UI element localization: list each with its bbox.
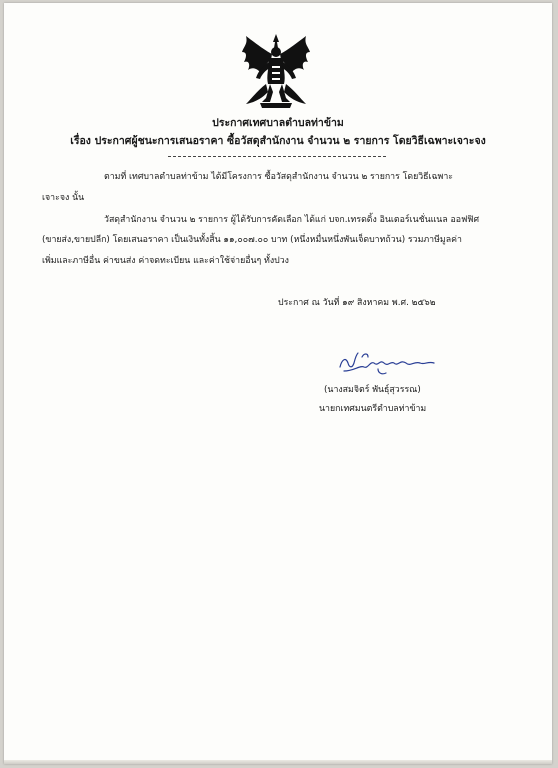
paragraph1-line1: ตามที่ เทศบาลตำบลท่าข้าม ได้มีโครงการ ซื้อวัสดุสำนักงาน จำนวน ๒ รายการ โดยวิธีเฉพาะ [104, 172, 454, 182]
document-title: ประกาศเทศบาลตำบลท่าข้าม [212, 117, 344, 129]
paragraph2-line1: วัสดุสำนักงาน จำนวน ๒ รายการ ผู้ได้รับการคัดเลือก ได้แก่ บจก.เทรดดิ้ง อินเตอร์เนชั่นแนล ออฟฟิศ [104, 215, 480, 225]
document-page [4, 3, 552, 764]
divider-line [168, 156, 386, 157]
signatory-position: นายกเทศมนตรีตำบลท่าข้าม [319, 404, 427, 414]
paragraph2-line2: (ขายส่ง,ขายปลีก) โดยเสนอราคา เป็นเงินทั้งสิ้น ๑๑,๐๐๗.๐๐ บาท (หนึ่งหมื่นหนึ่งพันเจ็ดบาทถ้วน) รวมภาษีมูลค่า [42, 235, 462, 245]
signatory-name: (นางสมจิตร์ พันธุ์สุวรรณ) [324, 385, 421, 395]
page-edge [4, 760, 552, 764]
handwritten-signature [334, 349, 439, 377]
paragraph2-line3: เพิ่มและภาษีอื่น ค่าขนส่ง ค่าจดทะเบียน และค่าใช้จ่ายอื่นๆ ทั้งปวง [42, 256, 289, 266]
paragraph1-line2: เจาะจง นั้น [42, 193, 85, 203]
garuda-emblem-icon [236, 32, 316, 112]
announce-date: ประกาศ ณ วันที่ ๑๙ สิงหาคม พ.ศ. ๒๕๖๒ [278, 298, 436, 308]
document-subject: เรื่อง ประกาศผู้ชนะการเสนอราคา ซื้อวัสดุสำนักงาน จำนวน ๒ รายการ โดยวิธีเฉพาะเจาะจง [70, 135, 486, 147]
